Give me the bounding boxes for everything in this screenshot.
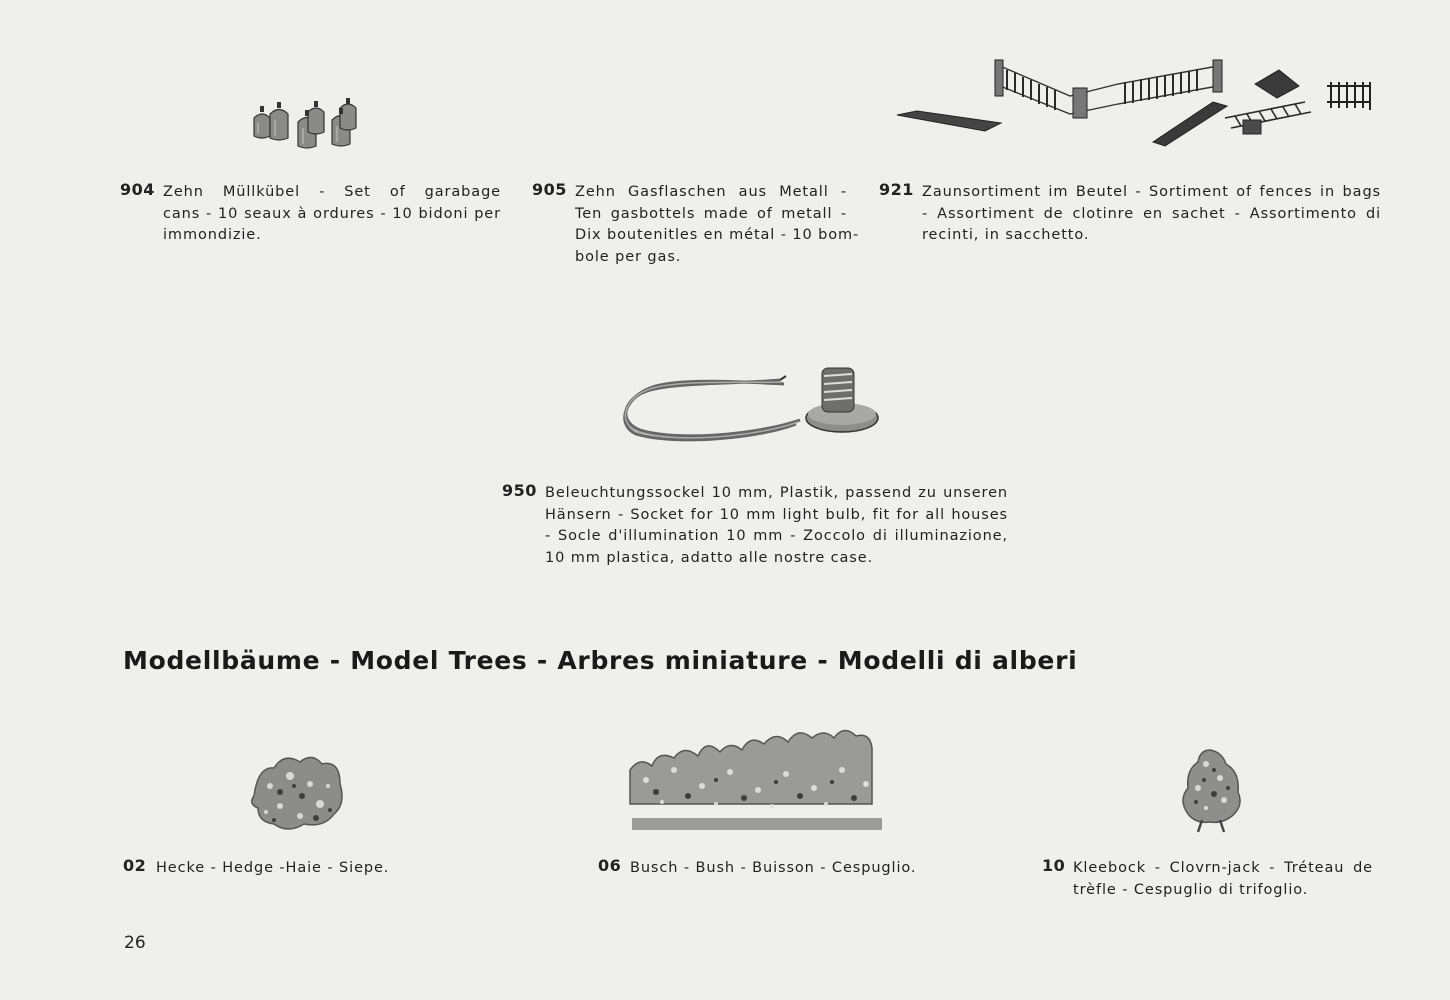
description-line: recinti, in sacchetto. bbox=[922, 227, 1090, 243]
lighting-socket-image bbox=[620, 360, 882, 446]
description-line: Dix boutenitles en métal - 10 bom- bbox=[575, 227, 860, 243]
product-number: 02 bbox=[123, 856, 147, 875]
product-number: 950 bbox=[502, 481, 537, 500]
description-line: Busch - Bush - Buisson - Cespuglio. bbox=[630, 860, 917, 876]
description-line: cans - 10 seaux à ordures - 10 bidoni per bbox=[163, 205, 501, 222]
description-line: bole per gas. bbox=[575, 248, 682, 265]
product-number: 904 bbox=[120, 180, 155, 199]
clover-tree-image bbox=[1180, 748, 1244, 836]
product-number: 10 bbox=[1042, 856, 1066, 875]
description-line: Ten gasbottels made of metall - bbox=[575, 205, 847, 222]
description-line: Beleuchtungssockel 10 mm, Plastik, passend zu unseren bbox=[545, 485, 1008, 501]
description-line: Hecke - Hedge -Haie - Siepe. bbox=[156, 860, 390, 876]
hedge-image bbox=[250, 756, 344, 834]
product-number: 06 bbox=[598, 856, 622, 875]
fences-image bbox=[895, 58, 1375, 144]
description-line: - Socle d'illumination 10 mm - Zoccolo di illuminazione, bbox=[545, 528, 1008, 544]
description-line: 10 mm plastica, adatto alle nostre case. bbox=[545, 549, 874, 566]
product-number: 921 bbox=[879, 180, 914, 199]
product-description bbox=[922, 182, 1381, 247]
section-title: Modellbäume - Model Trees - Arbres miniature - Modelli di alberi bbox=[123, 646, 1078, 675]
bush-image bbox=[626, 740, 888, 834]
page-number: 26 bbox=[124, 933, 146, 953]
description-line: immondizie. bbox=[163, 227, 262, 243]
description-line: Zaunsortiment im Beutel - Sortiment of fences in bags bbox=[922, 184, 1381, 200]
product-description bbox=[163, 182, 501, 247]
description-line: - Assortiment de clotinre en sachet - Assortimento di bbox=[922, 205, 1381, 222]
product-description bbox=[156, 858, 389, 880]
product-description bbox=[630, 858, 916, 880]
description-line: Zehn Müllkübel - Set of garabage bbox=[163, 184, 501, 200]
product-number: 905 bbox=[532, 180, 567, 199]
garbage-cans-image bbox=[248, 100, 368, 158]
product-description bbox=[545, 483, 1008, 569]
product-description bbox=[575, 182, 860, 268]
description-line: Zehn Gasflaschen aus Metall - bbox=[575, 184, 847, 200]
description-line: Hänsern - Socket for 10 mm light bulb, fit for all houses bbox=[545, 506, 1008, 523]
product-description bbox=[1073, 858, 1373, 901]
description-line: Kleebock - Clovrn-jack - Tréteau de bbox=[1073, 860, 1373, 876]
description-line: trèfle - Cespuglio di trifoglio. bbox=[1073, 881, 1309, 898]
